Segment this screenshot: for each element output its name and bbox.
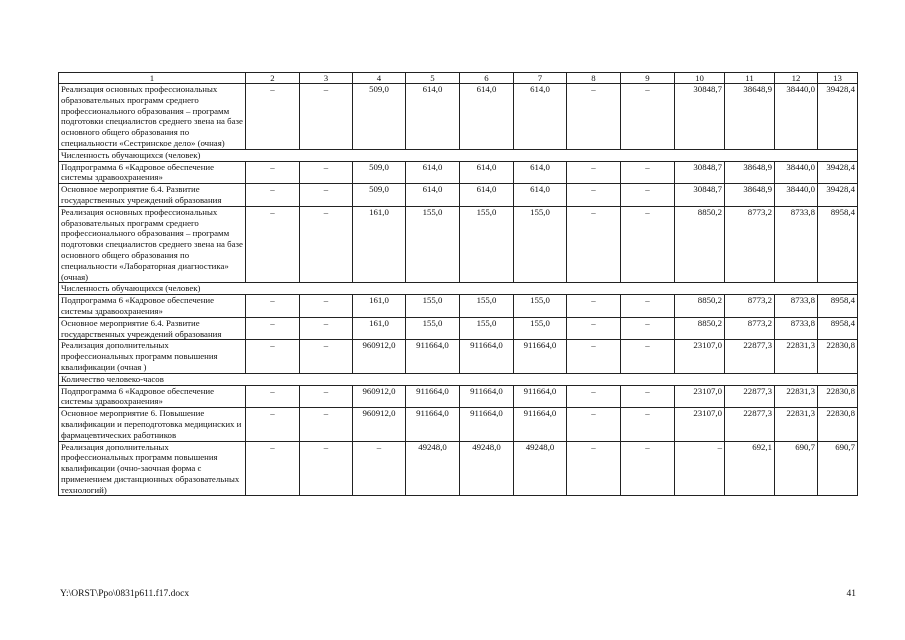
header-cell: 2 bbox=[246, 73, 300, 84]
value-cell: – bbox=[300, 340, 353, 373]
row-name-cell: Реализация основных профессиональных образовательных программ среднего профессионального образования – программ подготовки специалистов среднего звена на базе основного общего образования по специальности «Лабораторная диагностика» (очная) bbox=[59, 206, 246, 283]
value-cell: 155,0 bbox=[406, 317, 460, 340]
value-cell: – bbox=[567, 441, 621, 496]
value-cell: 614,0 bbox=[460, 184, 514, 207]
value-cell: – bbox=[300, 408, 353, 441]
row-name-cell: Основное мероприятие 6.4. Развитие государственных учреждений образования bbox=[59, 184, 246, 207]
value-cell: – bbox=[300, 295, 353, 318]
value-cell: 614,0 bbox=[406, 84, 460, 150]
value-cell: 155,0 bbox=[514, 317, 567, 340]
value-cell: 39428,4 bbox=[818, 184, 858, 207]
value-cell: 8850,2 bbox=[675, 317, 725, 340]
value-cell: 49248,0 bbox=[406, 441, 460, 496]
table-row bbox=[59, 385, 858, 408]
value-cell: – bbox=[621, 184, 675, 207]
value-cell: 39428,4 bbox=[818, 161, 858, 184]
value-cell: 23107,0 bbox=[675, 340, 725, 373]
value-cell: – bbox=[300, 84, 353, 150]
value-cell: – bbox=[621, 441, 675, 496]
value-cell: – bbox=[246, 340, 300, 373]
row-name-cell: Основное мероприятие 6.4. Развитие государственных учреждений образования bbox=[59, 317, 246, 340]
header-cell: 5 bbox=[406, 73, 460, 84]
table-row bbox=[59, 317, 858, 340]
value-cell: – bbox=[567, 385, 621, 408]
value-cell: 614,0 bbox=[460, 84, 514, 150]
value-cell: – bbox=[246, 84, 300, 150]
value-cell: – bbox=[567, 317, 621, 340]
table-body bbox=[59, 73, 858, 496]
value-cell: – bbox=[621, 317, 675, 340]
table-row bbox=[59, 161, 858, 184]
value-cell: 911664,0 bbox=[514, 385, 567, 408]
header-cell: 13 bbox=[818, 73, 858, 84]
value-cell: 22830,8 bbox=[818, 340, 858, 373]
value-cell: 8773,2 bbox=[725, 317, 775, 340]
value-cell: – bbox=[246, 206, 300, 283]
value-cell: – bbox=[246, 184, 300, 207]
value-cell: 614,0 bbox=[514, 161, 567, 184]
value-cell: – bbox=[246, 317, 300, 340]
value-cell: 8733,8 bbox=[775, 317, 818, 340]
value-cell: 30848,7 bbox=[675, 84, 725, 150]
table-header-row bbox=[59, 73, 858, 84]
value-cell: – bbox=[567, 206, 621, 283]
value-cell: 960912,0 bbox=[353, 340, 406, 373]
page-number: 41 bbox=[846, 589, 856, 599]
value-cell: 614,0 bbox=[514, 184, 567, 207]
value-cell: 38440,0 bbox=[775, 84, 818, 150]
header-cell: 12 bbox=[775, 73, 818, 84]
value-cell: – bbox=[567, 161, 621, 184]
value-cell: – bbox=[621, 385, 675, 408]
value-cell: 8773,2 bbox=[725, 206, 775, 283]
value-cell: – bbox=[621, 206, 675, 283]
value-cell: 38440,0 bbox=[775, 161, 818, 184]
section-label: Численность обучающихся (человек) bbox=[59, 283, 858, 295]
value-cell: 911664,0 bbox=[514, 408, 567, 441]
value-cell: 8958,4 bbox=[818, 295, 858, 318]
value-cell: 155,0 bbox=[460, 317, 514, 340]
value-cell: 22831,3 bbox=[775, 408, 818, 441]
value-cell: – bbox=[300, 441, 353, 496]
value-cell: – bbox=[621, 161, 675, 184]
value-cell: 911664,0 bbox=[460, 408, 514, 441]
value-cell: 690,7 bbox=[818, 441, 858, 496]
value-cell: 155,0 bbox=[406, 206, 460, 283]
table-row bbox=[59, 295, 858, 318]
section-label: Численность обучающихся (человек) bbox=[59, 149, 858, 161]
value-cell: 8850,2 bbox=[675, 295, 725, 318]
value-cell: – bbox=[621, 84, 675, 150]
value-cell: – bbox=[300, 206, 353, 283]
value-cell: – bbox=[246, 385, 300, 408]
value-cell: 23107,0 bbox=[675, 385, 725, 408]
value-cell: 8733,8 bbox=[775, 295, 818, 318]
value-cell: 911664,0 bbox=[406, 340, 460, 373]
value-cell: – bbox=[567, 340, 621, 373]
value-cell: – bbox=[300, 184, 353, 207]
value-cell: – bbox=[246, 161, 300, 184]
value-cell: – bbox=[300, 317, 353, 340]
value-cell: 911664,0 bbox=[406, 385, 460, 408]
value-cell: 30848,7 bbox=[675, 161, 725, 184]
value-cell: 155,0 bbox=[460, 295, 514, 318]
value-cell: 155,0 bbox=[460, 206, 514, 283]
value-cell: 509,0 bbox=[353, 84, 406, 150]
header-cell: 7 bbox=[514, 73, 567, 84]
value-cell: – bbox=[246, 408, 300, 441]
value-cell: – bbox=[353, 441, 406, 496]
value-cell: 161,0 bbox=[353, 206, 406, 283]
value-cell: 30848,7 bbox=[675, 184, 725, 207]
value-cell: 161,0 bbox=[353, 317, 406, 340]
header-cell: 1 bbox=[59, 73, 246, 84]
value-cell: 49248,0 bbox=[460, 441, 514, 496]
value-cell: 161,0 bbox=[353, 295, 406, 318]
header-cell: 8 bbox=[567, 73, 621, 84]
value-cell: 22877,3 bbox=[725, 340, 775, 373]
value-cell: – bbox=[300, 161, 353, 184]
table-section-row bbox=[59, 149, 858, 161]
value-cell: 614,0 bbox=[460, 161, 514, 184]
value-cell: 8773,2 bbox=[725, 295, 775, 318]
value-cell: 911664,0 bbox=[514, 340, 567, 373]
section-label: Количество человеко-часов bbox=[59, 373, 858, 385]
row-name-cell: Реализация дополнительных профессиональных программ повышения квалификации (очно-заочная форма с применением дистанционных образовательных технологий) bbox=[59, 441, 246, 496]
table-row bbox=[59, 408, 858, 441]
row-name-cell: Подпрограмма 6 «Кадровое обеспечение системы здравоохранения» bbox=[59, 161, 246, 184]
header-cell: 3 bbox=[300, 73, 353, 84]
value-cell: 49248,0 bbox=[514, 441, 567, 496]
table-section-row bbox=[59, 283, 858, 295]
value-cell: 960912,0 bbox=[353, 408, 406, 441]
value-cell: 614,0 bbox=[406, 161, 460, 184]
value-cell: 8850,2 bbox=[675, 206, 725, 283]
value-cell: – bbox=[246, 295, 300, 318]
value-cell: 22830,8 bbox=[818, 385, 858, 408]
row-name-cell: Основное мероприятие 6. Повышение квалификации и переподготовка медицинских и фармацевтических работников bbox=[59, 408, 246, 441]
value-cell: 22831,3 bbox=[775, 385, 818, 408]
value-cell: 614,0 bbox=[406, 184, 460, 207]
value-cell: – bbox=[621, 295, 675, 318]
header-cell: 10 bbox=[675, 73, 725, 84]
value-cell: 8733,8 bbox=[775, 206, 818, 283]
value-cell: 22877,3 bbox=[725, 385, 775, 408]
value-cell: – bbox=[621, 408, 675, 441]
table-section-row bbox=[59, 373, 858, 385]
value-cell: – bbox=[567, 408, 621, 441]
value-cell: 911664,0 bbox=[406, 408, 460, 441]
row-name-cell: Реализация основных профессиональных образовательных программ среднего профессионального образования – программ подготовки специалистов среднего звена на базе основного общего образования по специальности «Сестринское дело» (очная) bbox=[59, 84, 246, 150]
value-cell: 960912,0 bbox=[353, 385, 406, 408]
value-cell: – bbox=[675, 441, 725, 496]
table-row bbox=[59, 84, 858, 150]
table-row bbox=[59, 184, 858, 207]
value-cell: 155,0 bbox=[514, 206, 567, 283]
value-cell: 38648,9 bbox=[725, 161, 775, 184]
value-cell: 22830,8 bbox=[818, 408, 858, 441]
value-cell: 911664,0 bbox=[460, 385, 514, 408]
row-name-cell: Реализация дополнительных профессиональных программ повышения квалификации (очная ) bbox=[59, 340, 246, 373]
value-cell: 8958,4 bbox=[818, 206, 858, 283]
header-cell: 11 bbox=[725, 73, 775, 84]
file-path-footer: Y:\ORST\Ppo\0831p611.f17.docx bbox=[60, 589, 190, 599]
value-cell: 38648,9 bbox=[725, 84, 775, 150]
value-cell: 509,0 bbox=[353, 184, 406, 207]
value-cell: – bbox=[621, 340, 675, 373]
value-cell: 155,0 bbox=[406, 295, 460, 318]
value-cell: 23107,0 bbox=[675, 408, 725, 441]
value-cell: 22877,3 bbox=[725, 408, 775, 441]
header-cell: 9 bbox=[621, 73, 675, 84]
value-cell: – bbox=[567, 184, 621, 207]
value-cell: 39428,4 bbox=[818, 84, 858, 150]
table-row bbox=[59, 340, 858, 373]
value-cell: – bbox=[300, 385, 353, 408]
value-cell: 690,7 bbox=[775, 441, 818, 496]
value-cell: 22831,3 bbox=[775, 340, 818, 373]
value-cell: – bbox=[567, 295, 621, 318]
header-cell: 6 bbox=[460, 73, 514, 84]
value-cell: – bbox=[567, 84, 621, 150]
value-cell: 8958,4 bbox=[818, 317, 858, 340]
value-cell: – bbox=[246, 441, 300, 496]
value-cell: 38440,0 bbox=[775, 184, 818, 207]
value-cell: 911664,0 bbox=[460, 340, 514, 373]
row-name-cell: Подпрограмма 6 «Кадровое обеспечение системы здравоохранения» bbox=[59, 385, 246, 408]
budget-table bbox=[58, 72, 858, 496]
header-cell: 4 bbox=[353, 73, 406, 84]
value-cell: 38648,9 bbox=[725, 184, 775, 207]
table-row bbox=[59, 206, 858, 283]
table-row bbox=[59, 441, 858, 496]
value-cell: 155,0 bbox=[514, 295, 567, 318]
row-name-cell: Подпрограмма 6 «Кадровое обеспечение системы здравоохранения» bbox=[59, 295, 246, 318]
value-cell: 692,1 bbox=[725, 441, 775, 496]
value-cell: 509,0 bbox=[353, 161, 406, 184]
value-cell: 614,0 bbox=[514, 84, 567, 150]
